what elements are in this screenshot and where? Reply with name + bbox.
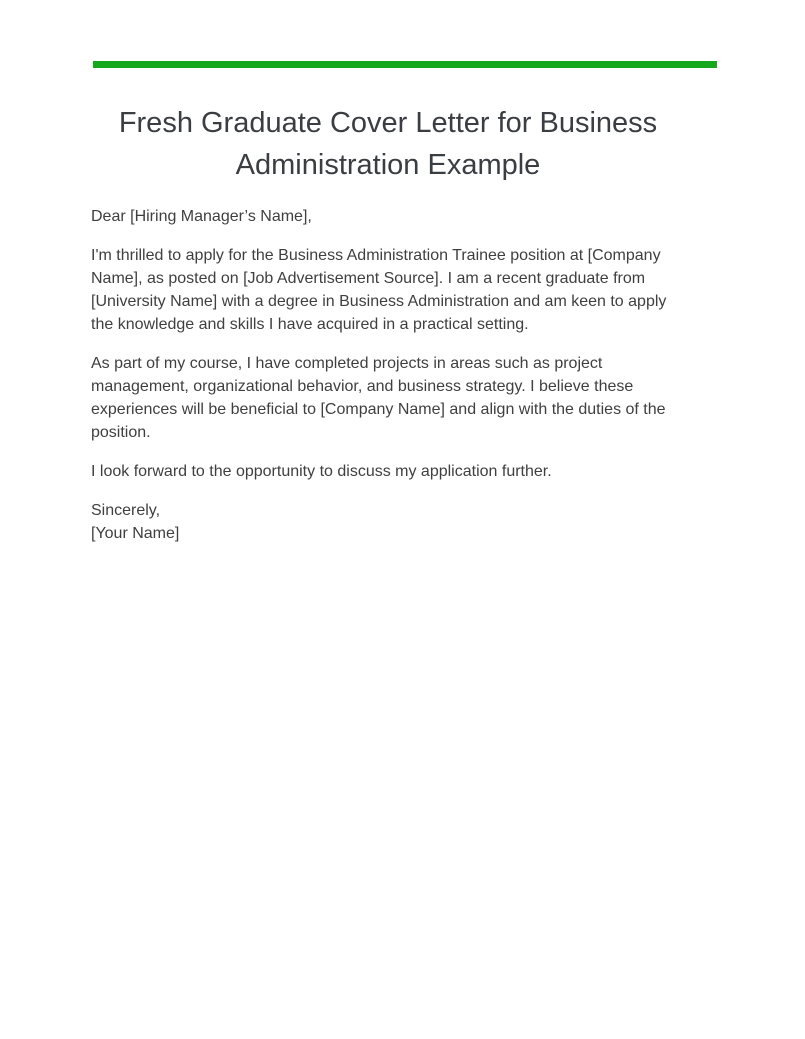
closing-line: Sincerely, [91, 502, 161, 519]
salutation: Dear [Hiring Manager’s Name], [91, 208, 312, 225]
signature-line: [Your Name] [91, 525, 180, 542]
letter-body [91, 205, 691, 561]
accent-divider-bar [93, 61, 717, 68]
paragraph-experience: As part of my course, I have completed projects in areas such as project management, organizational behavior, and business strategy. I believe these experiences will be beneficial to [Company Name] and align with the duties of the position. [91, 355, 666, 441]
signoff [91, 499, 691, 545]
paragraph-intro: I'm thrilled to apply for the Business Administration Trainee position at [Company Name], as posted on [Job Advertisement Source]. I am a recent graduate from [University Name] with a degree in Business Administration and am keen to apply the knowledge and skills I have acquired in a practical setting. [91, 247, 667, 333]
paragraph-closing: I look forward to the opportunity to discuss my application further. [91, 463, 552, 480]
document-title: Fresh Graduate Cover Letter for Business Administration Example [118, 107, 658, 181]
